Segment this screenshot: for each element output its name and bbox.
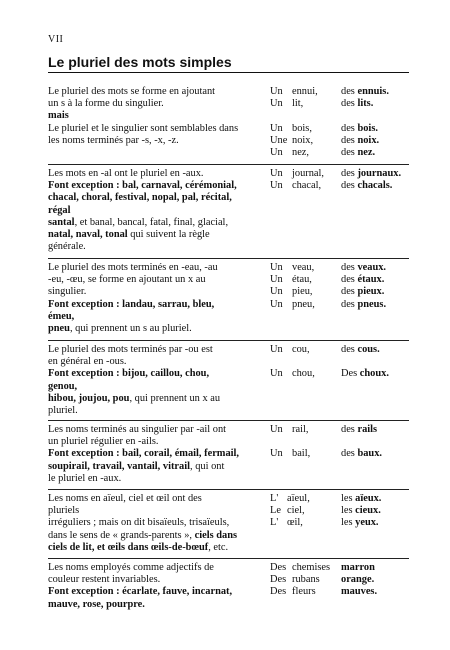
section-ail-rule bbox=[48, 424, 409, 486]
example-row bbox=[270, 493, 409, 505]
section-s-rule bbox=[48, 86, 409, 158]
rule-line: natal, naval, tonal qui suivent la règle bbox=[48, 229, 210, 241]
rule-line: santal, et banal, bancal, fatal, final, glacial, bbox=[48, 216, 229, 228]
example-plural: orange. bbox=[341, 574, 375, 586]
example-noun: veau, bbox=[292, 262, 315, 273]
rule-line: couleur restent invariables. bbox=[48, 574, 161, 586]
example-plural: marron bbox=[341, 562, 375, 573]
rule-line: Le pluriel des mots terminés par -ou est bbox=[48, 344, 213, 355]
page-title: Le pluriel des mots simples bbox=[48, 54, 232, 70]
example-determiner: Un bbox=[270, 262, 283, 273]
rule-line: un pluriel régulier en -ails. bbox=[48, 436, 159, 448]
example-determiner: L' bbox=[270, 493, 279, 504]
example-noun: étau, bbox=[292, 274, 312, 286]
example-noun: chou, bbox=[292, 368, 315, 380]
section-divider bbox=[48, 340, 409, 341]
rule-line: dans le sens de « grands-parents », ciels dans bbox=[48, 529, 238, 541]
section-divider bbox=[48, 164, 409, 165]
example-row bbox=[270, 586, 409, 598]
example-row bbox=[270, 424, 409, 436]
rule-text bbox=[48, 493, 270, 554]
example-noun: nez, bbox=[292, 147, 310, 158]
example-plural: des baux. bbox=[341, 448, 382, 460]
example-determiner: Un bbox=[270, 448, 283, 460]
rule-line: Le pluriel des mots terminés en -eau, -au bbox=[48, 262, 218, 273]
example-plural: des lits. bbox=[341, 98, 374, 110]
rule-line: singulier. bbox=[48, 286, 87, 298]
example-determiner: Le bbox=[270, 505, 281, 517]
example-plural: des veaux. bbox=[341, 262, 387, 273]
example-determiner: Un bbox=[270, 298, 283, 310]
example-determiner: Un bbox=[270, 147, 283, 158]
example-noun: œil, bbox=[287, 517, 303, 529]
example-determiner: Un bbox=[270, 86, 283, 97]
rule-line: un s à la forme du singulier. bbox=[48, 98, 164, 110]
section-eau-rule bbox=[48, 262, 409, 336]
example-determiner: Une bbox=[270, 134, 288, 146]
example-noun: noix, bbox=[292, 134, 314, 146]
rule-line: irréguliers ; mais on dit bisaïeuls, trisaïeuls, bbox=[48, 517, 230, 529]
rule-line: pluriels bbox=[48, 505, 80, 517]
rule-line: Les mots en -al ont le pluriel en -aux. bbox=[48, 168, 204, 179]
example-row bbox=[270, 344, 409, 356]
rule-line: le pluriel en -aux. bbox=[48, 472, 122, 484]
example-plural: des pieux. bbox=[341, 286, 385, 298]
rule-line: Font exception : landau, sarrau, bleu, bbox=[48, 298, 215, 310]
example-row bbox=[270, 368, 409, 380]
example-determiner: Un bbox=[270, 344, 283, 355]
example-row bbox=[270, 448, 409, 460]
rule-line: mais bbox=[48, 110, 69, 122]
example-noun: aïeul, bbox=[287, 493, 310, 504]
rule-line: générale. bbox=[48, 241, 86, 253]
example-noun: chacal, bbox=[292, 180, 322, 192]
page-number: VII bbox=[48, 34, 64, 45]
rule-line: Font exception : bal, carnaval, cérémonial, bbox=[48, 180, 237, 192]
example-row bbox=[270, 274, 409, 286]
example-row bbox=[270, 147, 409, 159]
example-plural: des pneus. bbox=[341, 298, 387, 310]
rule-line: chacal, choral, festival, nopal, pal, récital, bbox=[48, 192, 232, 204]
example-plural: des ennuis. bbox=[341, 86, 389, 97]
example-row bbox=[270, 135, 409, 147]
example-plural: des chacals. bbox=[341, 180, 393, 192]
rule-line: hibou, joujou, pou, qui prennent un x au bbox=[48, 392, 221, 404]
example-plural: des étaux. bbox=[341, 274, 385, 286]
rule-line: émeu, bbox=[48, 310, 75, 322]
example-noun: chemises bbox=[292, 562, 331, 573]
rule-line: Font exception : écarlate, fauve, incarnat, bbox=[48, 586, 233, 598]
example-plural: des noix. bbox=[341, 134, 380, 146]
example-plural: les cieux. bbox=[341, 505, 381, 517]
example-row bbox=[270, 299, 409, 311]
example-determiner: Un bbox=[270, 168, 283, 179]
example-row bbox=[270, 574, 409, 586]
rule-line: Le pluriel des mots se forme en ajoutant bbox=[48, 86, 216, 97]
example-noun: rubans bbox=[292, 574, 320, 586]
section-al-rule bbox=[48, 168, 409, 254]
rule-line: soupirail, travail, vantail, vitrail, qui ont bbox=[48, 460, 225, 472]
example-plural: des journaux. bbox=[341, 168, 402, 179]
example-row bbox=[270, 180, 409, 192]
rule-line: Font exception : bail, corail, émail, fermail, bbox=[48, 448, 240, 460]
rule-line: Le pluriel et le singulier sont semblables dans bbox=[48, 122, 239, 134]
example-noun: bois, bbox=[292, 122, 312, 134]
section-divider bbox=[48, 489, 409, 490]
example-row bbox=[270, 123, 409, 135]
example-plural: Des choux. bbox=[341, 368, 389, 380]
section-irregular-rule bbox=[48, 493, 409, 555]
section-color-rule bbox=[48, 562, 409, 612]
example-noun: bail, bbox=[292, 448, 311, 460]
example-determiner: Un bbox=[270, 98, 283, 110]
example-determiner: Un bbox=[270, 180, 283, 192]
rule-line: Font exception : bijou, caillou, chou, bbox=[48, 368, 210, 380]
rule-text bbox=[48, 262, 270, 335]
rule-text bbox=[48, 424, 270, 485]
example-row bbox=[270, 262, 409, 274]
rule-line: Les noms employés comme adjectifs de bbox=[48, 562, 214, 573]
rule-text bbox=[48, 562, 270, 611]
section-divider bbox=[48, 420, 409, 421]
example-row bbox=[270, 286, 409, 298]
example-row bbox=[270, 517, 409, 529]
rule-text bbox=[48, 168, 270, 253]
example-row bbox=[270, 505, 409, 517]
rule-line: -eu, -œu, se forme en ajoutant un x au bbox=[48, 274, 206, 286]
example-plural: des bois. bbox=[341, 122, 378, 134]
section-ou-rule bbox=[48, 344, 409, 418]
example-noun: lit, bbox=[292, 98, 304, 110]
rule-line: pluriel. bbox=[48, 405, 78, 417]
rule-line: pneu, qui prennent un s au pluriel. bbox=[48, 323, 192, 335]
example-noun: journal, bbox=[292, 168, 325, 179]
section-divider bbox=[48, 558, 409, 559]
example-noun: pieu, bbox=[292, 286, 313, 298]
rule-text bbox=[48, 86, 270, 147]
example-plural: des nez. bbox=[341, 147, 376, 158]
example-determiner: Des bbox=[270, 562, 287, 573]
rule-line: Les noms en aïeul, ciel et œil ont des bbox=[48, 493, 202, 504]
example-determiner: Un bbox=[270, 274, 283, 286]
example-noun: pneu, bbox=[292, 298, 315, 310]
rule-line: en général en -ous. bbox=[48, 356, 127, 368]
example-plural: des rails bbox=[341, 424, 378, 435]
example-determiner: Un bbox=[270, 286, 283, 298]
rule-line: ciels de lit, et œils dans œils-de-bœuf, etc. bbox=[48, 541, 229, 553]
rule-line: Les noms terminés au singulier par -ail ont bbox=[48, 424, 227, 435]
rule-line: genou, bbox=[48, 380, 78, 392]
example-plural: les yeux. bbox=[341, 517, 379, 529]
example-determiner: Un bbox=[270, 424, 283, 435]
example-noun: fleurs bbox=[292, 586, 316, 598]
title-rule bbox=[48, 72, 409, 73]
example-plural: des cous. bbox=[341, 344, 380, 355]
example-plural: mauves. bbox=[341, 586, 378, 598]
example-determiner: Un bbox=[270, 122, 283, 134]
example-noun: rail, bbox=[292, 424, 309, 435]
example-row bbox=[270, 168, 409, 180]
example-determiner: Un bbox=[270, 368, 283, 380]
example-noun: ennui, bbox=[292, 86, 318, 97]
example-noun: ciel, bbox=[287, 505, 305, 517]
example-row bbox=[270, 562, 409, 574]
example-noun: cou, bbox=[292, 344, 310, 355]
example-row bbox=[270, 86, 409, 98]
rule-line: régal bbox=[48, 204, 71, 216]
example-determiner: Des bbox=[270, 574, 287, 586]
rule-text bbox=[48, 344, 270, 417]
example-determiner: L' bbox=[270, 517, 279, 529]
example-plural: les aïeux. bbox=[341, 493, 382, 504]
rule-line: mauve, rose, pourpre. bbox=[48, 598, 145, 610]
section-divider bbox=[48, 258, 409, 259]
example-row bbox=[270, 98, 409, 110]
rule-line: les noms terminés par -s, -x, -z. bbox=[48, 134, 179, 146]
example-determiner: Des bbox=[270, 586, 287, 598]
